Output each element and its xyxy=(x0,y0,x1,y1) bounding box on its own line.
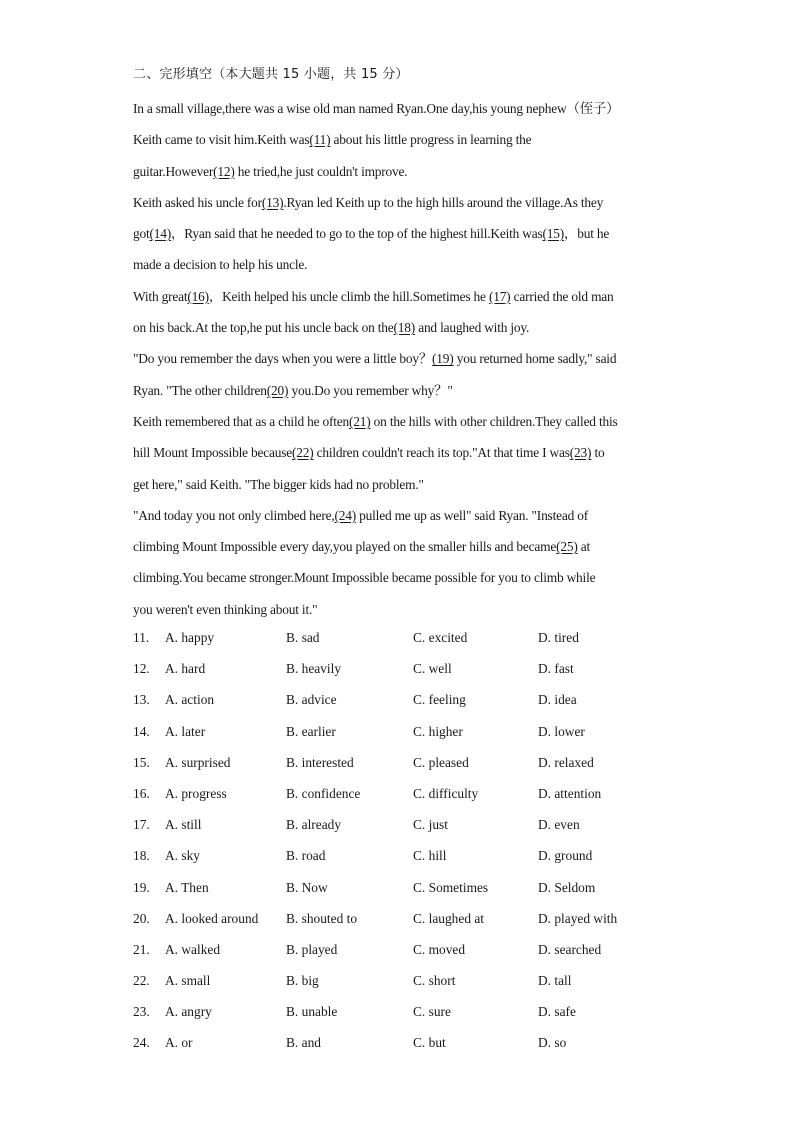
passage-line: In a small village,there was a wise old man named Ryan.One day,his young nephew（侄子） xyxy=(133,101,620,116)
question-row xyxy=(133,778,673,809)
option-b: B. and xyxy=(286,1035,321,1051)
option-b: B. road xyxy=(286,848,326,864)
question-row xyxy=(133,684,673,715)
option-c: C. hill xyxy=(413,848,447,864)
blank-16: (16) xyxy=(187,288,209,304)
option-b: B. big xyxy=(286,973,319,989)
question-number: 13. xyxy=(133,692,150,708)
question-number: 12. xyxy=(133,661,150,677)
question-row xyxy=(133,965,673,996)
question-row xyxy=(133,747,673,778)
option-d: D. safe xyxy=(538,1004,576,1020)
option-a: A. sky xyxy=(165,848,200,864)
question-row xyxy=(133,1027,673,1058)
blank-20: (20) xyxy=(266,382,289,398)
option-c: C. difficulty xyxy=(413,785,479,801)
question-number: 19. xyxy=(133,879,150,895)
option-d: D. relaxed xyxy=(538,754,594,770)
blank-11: (11) xyxy=(309,132,331,148)
option-b: B. interested xyxy=(286,754,354,770)
passage-line: guitar.However(12) he tried,he just couldn't improve. xyxy=(133,163,408,179)
option-d: D. tired xyxy=(538,630,579,645)
option-a: A. hard xyxy=(165,661,206,677)
blank-14: (14) xyxy=(149,226,172,242)
option-d: D. so xyxy=(538,1035,567,1051)
option-a: A. happy xyxy=(165,630,215,645)
option-a: A. surprised xyxy=(165,754,231,770)
option-a: A. small xyxy=(165,973,211,989)
option-a: A. Then xyxy=(165,879,209,895)
passage-line: "And today you not only climbed here,(24) pulled me up as well" said Ryan. "Instead of xyxy=(133,507,588,523)
option-d: D. searched xyxy=(538,941,602,957)
question-number: 18. xyxy=(133,848,150,864)
option-a: A. progress xyxy=(165,785,227,801)
question-number: 23. xyxy=(133,1004,150,1020)
question-options-list xyxy=(133,622,673,1059)
option-b: B. unable xyxy=(286,1004,338,1020)
option-a: A. still xyxy=(165,817,202,833)
option-b: B. already xyxy=(286,817,342,833)
option-c: C. but xyxy=(413,1035,446,1051)
question-row xyxy=(133,872,673,903)
blank-12: (12) xyxy=(213,163,235,179)
option-c: C. just xyxy=(413,817,448,833)
blank-23: (23) xyxy=(569,445,592,461)
question-row xyxy=(133,622,673,653)
passage-line: got(14)，Ryan said that he needed to go to the top of the highest hill.Keith was(15)，but he xyxy=(133,226,610,242)
option-c: C. moved xyxy=(413,941,466,957)
option-b: B. earlier xyxy=(286,723,336,739)
question-number: 22. xyxy=(133,973,150,989)
option-b: B. shouted to xyxy=(286,910,358,926)
section-title: 二、完形填空（本大题共 15 小题，共 15 分） xyxy=(133,67,409,82)
question-number: 21. xyxy=(133,941,150,957)
option-d: D. tall xyxy=(538,973,572,989)
blank-22: (22) xyxy=(291,445,314,461)
question-row xyxy=(133,903,673,934)
passage-line: Keith remembered that as a child he often(21) on the hills with other children.They called this xyxy=(133,413,618,429)
option-c: C. feeling xyxy=(413,692,466,708)
option-b: B. sad xyxy=(286,630,320,645)
passage-line: With great(16)，Keith helped his uncle climb the hill.Sometimes he (17) carried the old man xyxy=(133,288,614,304)
question-number: 15. xyxy=(133,754,150,770)
question-row xyxy=(133,716,673,747)
question-number: 16. xyxy=(133,785,150,801)
passage-line: hill Mount Impossible because(22) children couldn't reach its top."At that time I was(23) to xyxy=(133,445,605,461)
option-c: C. excited xyxy=(413,630,468,645)
passage-line: made a decision to help his uncle. xyxy=(133,257,308,273)
blank-13: (13) xyxy=(261,194,284,210)
cloze-section xyxy=(133,62,673,625)
question-row xyxy=(133,996,673,1027)
option-a: A. angry xyxy=(165,1004,212,1020)
option-d: D. Seldom xyxy=(538,879,596,895)
option-c: C. laughed at xyxy=(413,910,485,926)
option-a: A. or xyxy=(165,1035,193,1051)
blank-18: (18) xyxy=(393,320,416,336)
blank-25: (25) xyxy=(556,539,578,555)
option-d: D. played with xyxy=(538,910,618,926)
option-c: C. short xyxy=(413,973,456,989)
passage-line: Ryan. "The other children(20) you.Do you remember why？" xyxy=(133,382,453,398)
option-b: B. heavily xyxy=(286,661,342,677)
blank-15: (15) xyxy=(542,226,565,242)
option-c: C. Sometimes xyxy=(413,879,489,895)
blank-17: (17) xyxy=(488,288,511,304)
option-a: A. walked xyxy=(165,941,221,957)
passage-line: "Do you remember the days when you were a little boy？(19) you returned home sadly," said xyxy=(133,351,617,367)
question-number: 17. xyxy=(133,817,150,833)
option-d: D. even xyxy=(538,817,580,833)
passage-line: Keith asked his uncle for(13).Ryan led Keith up to the high hills around the village.As they xyxy=(133,194,604,210)
question-row xyxy=(133,840,673,871)
passage-line: Keith came to visit him.Keith was(11) about his little progress in learning the xyxy=(133,132,532,148)
option-d: D. fast xyxy=(538,661,574,677)
passage-line: get here," said Keith. "The bigger kids had no problem." xyxy=(133,476,424,492)
passage-line: you weren't even thinking about it." xyxy=(133,601,318,617)
blank-19: (19) xyxy=(432,351,454,367)
option-a: A. looked around xyxy=(165,910,259,926)
question-number: 14. xyxy=(133,723,150,739)
blank-21: (21) xyxy=(349,413,371,429)
question-number: 24. xyxy=(133,1035,150,1051)
option-d: D. attention xyxy=(538,785,602,801)
option-b: B. played xyxy=(286,941,338,957)
passage-line: on his back.At the top,he put his uncle back on the(18) and laughed with joy. xyxy=(133,320,530,336)
option-d: D. ground xyxy=(538,848,593,864)
question-number: 20. xyxy=(133,910,150,926)
option-c: C. sure xyxy=(413,1004,451,1020)
blank-24: (24) xyxy=(334,507,357,523)
option-c: C. pleased xyxy=(413,754,469,770)
option-d: D. lower xyxy=(538,723,585,739)
option-c: C. well xyxy=(413,661,452,677)
option-b: B. Now xyxy=(286,879,328,895)
option-a: A. later xyxy=(165,723,206,739)
question-number: 11. xyxy=(133,630,150,645)
question-row xyxy=(133,653,673,684)
option-a: A. action xyxy=(165,692,215,708)
passage-line: climbing.You became stronger.Mount Impossible became possible for you to climb while xyxy=(133,570,596,586)
passage-line: climbing Mount Impossible every day,you played on the smaller hills and became(25) at xyxy=(133,539,591,555)
option-b: B. confidence xyxy=(286,785,361,801)
option-c: C. higher xyxy=(413,723,463,739)
option-d: D. idea xyxy=(538,692,577,708)
question-row xyxy=(133,809,673,840)
question-row xyxy=(133,934,673,965)
option-b: B. advice xyxy=(286,692,337,708)
